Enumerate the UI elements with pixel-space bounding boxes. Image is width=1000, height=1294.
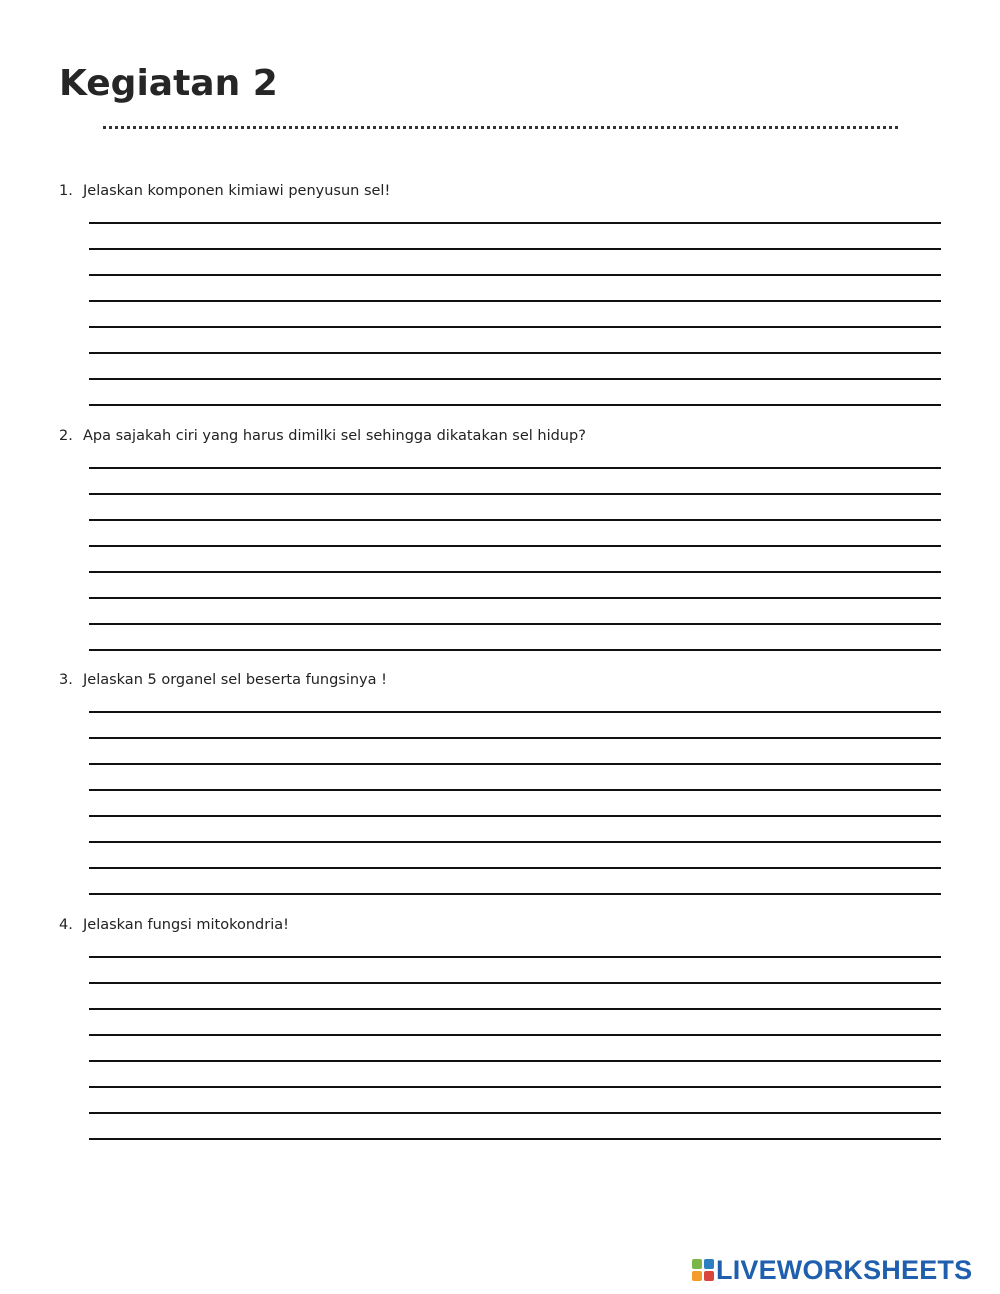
answer-line[interactable] bbox=[89, 352, 941, 354]
question-text: Jelaskan komponen kimiawi penyusun sel! bbox=[83, 183, 391, 199]
logo-square-red bbox=[704, 1271, 714, 1281]
question-number: 1. bbox=[59, 183, 73, 199]
answer-line[interactable] bbox=[89, 711, 941, 713]
answer-line[interactable] bbox=[89, 404, 941, 406]
logo-square-orange bbox=[692, 1271, 702, 1281]
answer-line[interactable] bbox=[89, 248, 941, 250]
answer-line[interactable] bbox=[89, 597, 941, 599]
answer-line[interactable] bbox=[89, 737, 941, 739]
answer-line[interactable] bbox=[89, 1008, 941, 1010]
liveworksheets-logo[interactable] bbox=[692, 1256, 972, 1284]
answer-line[interactable] bbox=[89, 1086, 941, 1088]
answer-line[interactable] bbox=[89, 1060, 941, 1062]
question-3 bbox=[59, 669, 949, 691]
answer-line[interactable] bbox=[89, 467, 941, 469]
logo-square-blue bbox=[704, 1259, 714, 1269]
question-text: Jelaskan 5 organel sel beserta fungsinya ! bbox=[83, 672, 387, 688]
answer-line[interactable] bbox=[89, 300, 941, 302]
answer-line[interactable] bbox=[89, 815, 941, 817]
answer-line[interactable] bbox=[89, 789, 941, 791]
question-1 bbox=[59, 180, 949, 202]
question-4 bbox=[59, 914, 949, 936]
answer-line[interactable] bbox=[89, 841, 941, 843]
answer-line[interactable] bbox=[89, 956, 941, 958]
answer-line[interactable] bbox=[89, 982, 941, 984]
answer-line[interactable] bbox=[89, 649, 941, 651]
answer-line[interactable] bbox=[89, 893, 941, 895]
question-number: 3. bbox=[59, 672, 73, 688]
question-number: 2. bbox=[59, 428, 73, 444]
logo-square-green bbox=[692, 1259, 702, 1269]
answer-line[interactable] bbox=[89, 763, 941, 765]
answer-line[interactable] bbox=[89, 571, 941, 573]
answer-line[interactable] bbox=[89, 222, 941, 224]
answer-line[interactable] bbox=[89, 493, 941, 495]
answer-line[interactable] bbox=[89, 623, 941, 625]
answer-line[interactable] bbox=[89, 867, 941, 869]
answer-line[interactable] bbox=[89, 1138, 941, 1140]
answer-line[interactable] bbox=[89, 545, 941, 547]
question-text: Jelaskan fungsi mitokondria! bbox=[83, 917, 289, 933]
answer-line[interactable] bbox=[89, 274, 941, 276]
page-title: Kegiatan 2 bbox=[59, 63, 278, 104]
answer-line[interactable] bbox=[89, 1034, 941, 1036]
answer-line[interactable] bbox=[89, 326, 941, 328]
answer-line[interactable] bbox=[89, 1112, 941, 1114]
answer-line[interactable] bbox=[89, 519, 941, 521]
liveworksheets-logo-icon bbox=[692, 1259, 714, 1281]
answer-line[interactable] bbox=[89, 378, 941, 380]
name-dotted-line[interactable] bbox=[103, 126, 898, 129]
question-2 bbox=[59, 425, 949, 447]
question-text: Apa sajakah ciri yang harus dimilki sel sehingga dikatakan sel hidup? bbox=[83, 428, 586, 444]
question-number: 4. bbox=[59, 917, 73, 933]
logo-text: LIVEWORKSHEETS bbox=[716, 1255, 973, 1285]
